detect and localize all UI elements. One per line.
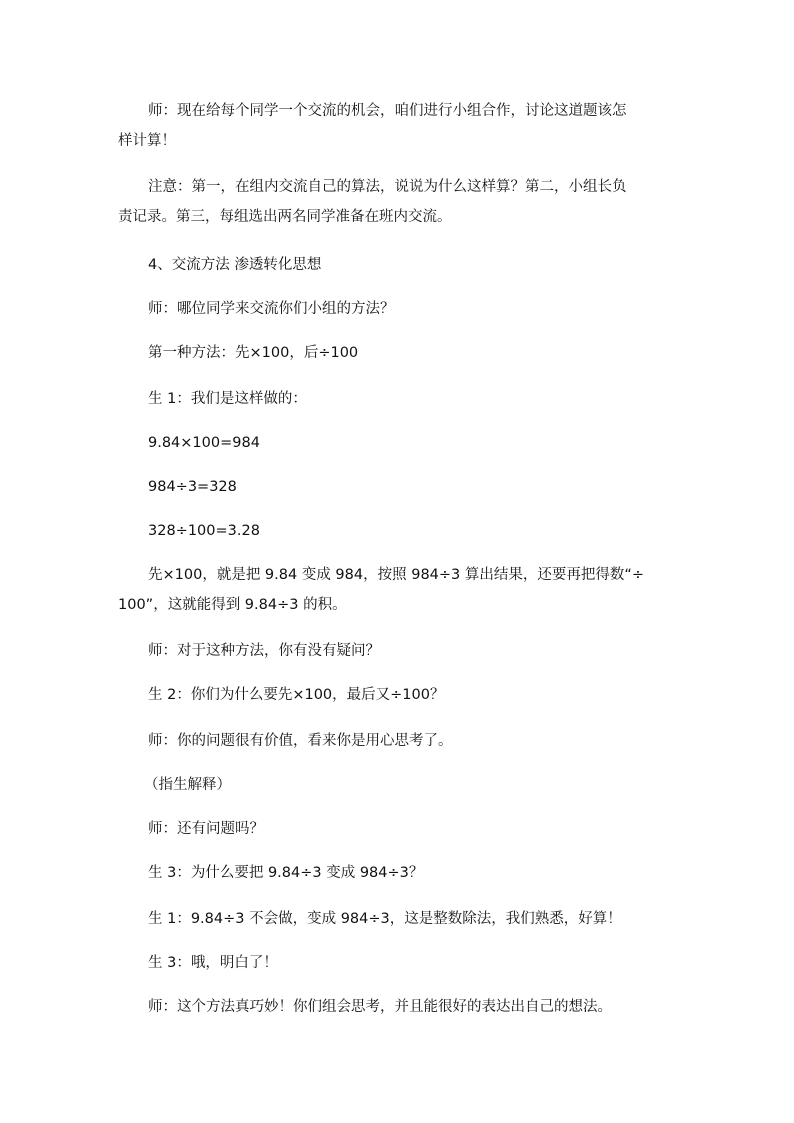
paragraph-student-three [118,858,680,888]
paragraph-student-one [118,384,680,414]
paragraph-teacher-praise [118,726,680,756]
paragraph-line: 师：这个方法真巧妙！你们组会思考，并且能很好的表达出自己的想法。 [148,999,612,1015]
paragraph-teacher-doubt [118,636,680,666]
paragraph-line: 责记录。第三，每组选出两名同学准备在班内交流。 [118,209,452,225]
paragraph-line: 师：你的问题很有价值，看来你是用心思考了。 [148,733,453,749]
paragraph-student-two [118,680,680,710]
paragraph-line: 注意：第一，在组内交流自己的算法，说说为什么这样算？第二，小组长负 [148,179,627,195]
paragraph-notes [118,172,680,232]
paragraph-line: （指生解释） [144,777,231,793]
paragraph-line: 984÷3=328 [148,479,237,495]
paragraph-line: 9.84×100=984 [148,435,260,451]
paragraph-line: 328÷100=3.28 [148,523,260,539]
paragraph-line: 先×100，就是把 9.84 变成 984，按照 984÷3 算出结果，还要再把得数“÷ [148,567,645,583]
paragraph-line: 师：现在给每个同学一个交流的机会，咱们进行小组合作，讨论这道题该怎 [148,103,627,119]
paragraph-line: 100”，这就能得到 9.84÷3 的积。 [118,597,347,613]
paragraph-line: 生 3：为什么要把 9.84÷3 变成 984÷3？ [148,865,424,881]
paragraph-teacher-conclusion [118,992,680,1022]
equation-line [118,428,680,458]
paragraph-student-one-answer [118,904,680,934]
paragraph-stage-direction [118,770,680,800]
paragraph-line: 师：还有问题吗？ [148,821,264,837]
paragraph-line: 4、交流方法 渗透转化思想 [148,257,322,273]
section-heading [118,250,680,280]
paragraph-line: 第一种方法：先×100，后÷100 [148,345,359,361]
paragraph-line: 生 3：哦，明白了！ [148,955,278,971]
paragraph-line: 师：哪位同学来交流你们小组的方法？ [148,301,395,317]
paragraph-line: 生 2：你们为什么要先×100，最后又÷100？ [148,687,445,703]
paragraph-teacher-more-questions [118,814,680,844]
paragraph-method-one [118,338,680,368]
paragraph-teacher-group-discussion [118,96,680,156]
paragraph-line: 生 1：9.84÷3 不会做，变成 984÷3，这是整数除法，我们熟悉，好算！ [148,911,622,927]
paragraph-teacher-question [118,294,680,324]
equation-line [118,472,680,502]
paragraph-line: 师：对于这种方法，你有没有疑问？ [148,643,380,659]
paragraph-line: 样计算！ [118,133,176,149]
paragraph-line: 生 1：我们是这样做的： [148,391,307,407]
paragraph-explanation [118,560,680,620]
equation-line [118,516,680,546]
paragraph-student-three-reply [118,948,680,978]
